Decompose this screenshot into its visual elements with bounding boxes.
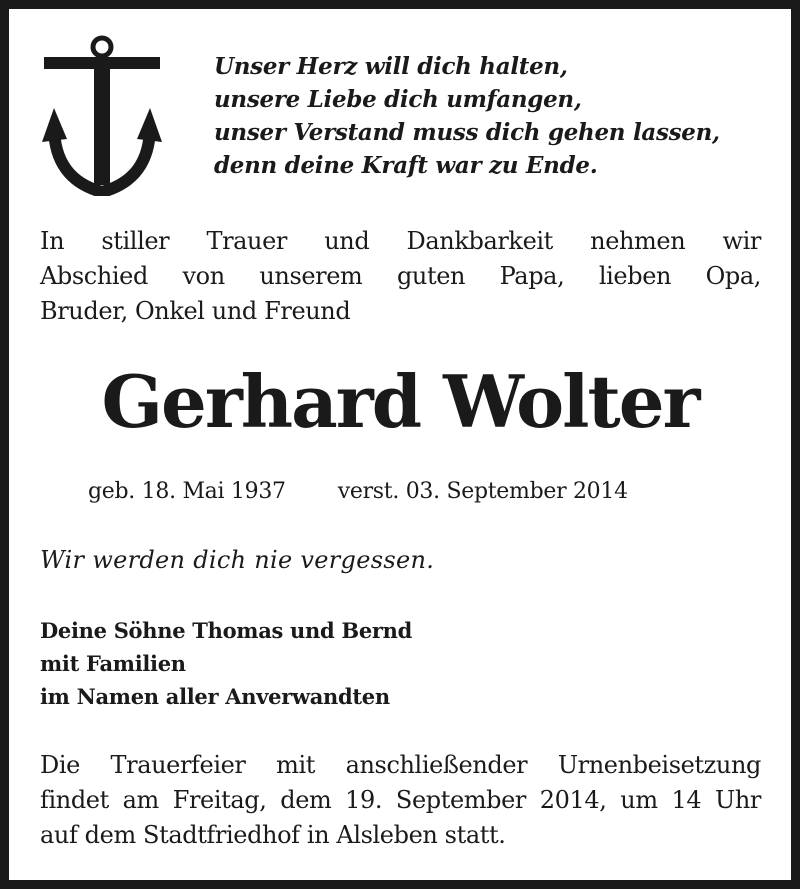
intro-paragraph (40, 224, 761, 329)
life-dates (88, 474, 628, 510)
mourners-signature (40, 614, 412, 713)
funeral-service-notice (40, 748, 761, 853)
service-line: Die Trauerfeier mit anschließender Urnenbeisetzung (40, 751, 761, 779)
poem-verse (214, 50, 774, 182)
service-line: findet am Freitag, dem 19. September 2014, um 14 Uhr (40, 786, 761, 814)
signer-line: mit Familien (40, 651, 186, 676)
poem-line: Unser Herz will dich halten, (214, 53, 568, 80)
intro-line: Abschied von unserem guten Papa, lieben Opa, (40, 262, 761, 290)
poem-line: denn deine Kraft war zu Ende. (214, 152, 598, 179)
intro-line: In stiller Trauer und Dankbarkeit nehmen wir (40, 227, 761, 255)
signer-line: im Namen aller Anverwandten (40, 684, 390, 709)
birth-date: geb. 18. Mai 1937 (88, 479, 286, 504)
poem-line: unsere Liebe dich umfangen, (214, 86, 582, 113)
anchor-icon (40, 34, 164, 196)
intro-line: Bruder, Onkel und Freund (40, 297, 351, 325)
service-line: auf dem Stadtfriedhof in Alsleben statt. (40, 821, 506, 849)
poem-line: unser Verstand muss dich gehen lassen, (214, 119, 720, 146)
death-date: verst. 03. September 2014 (337, 479, 628, 504)
deceased-name: Gerhard Wolter (101, 359, 699, 444)
memorial-motto: Wir werden dich nie vergessen. (40, 546, 435, 574)
signer-line: Deine Söhne Thomas und Bernd (40, 618, 412, 643)
